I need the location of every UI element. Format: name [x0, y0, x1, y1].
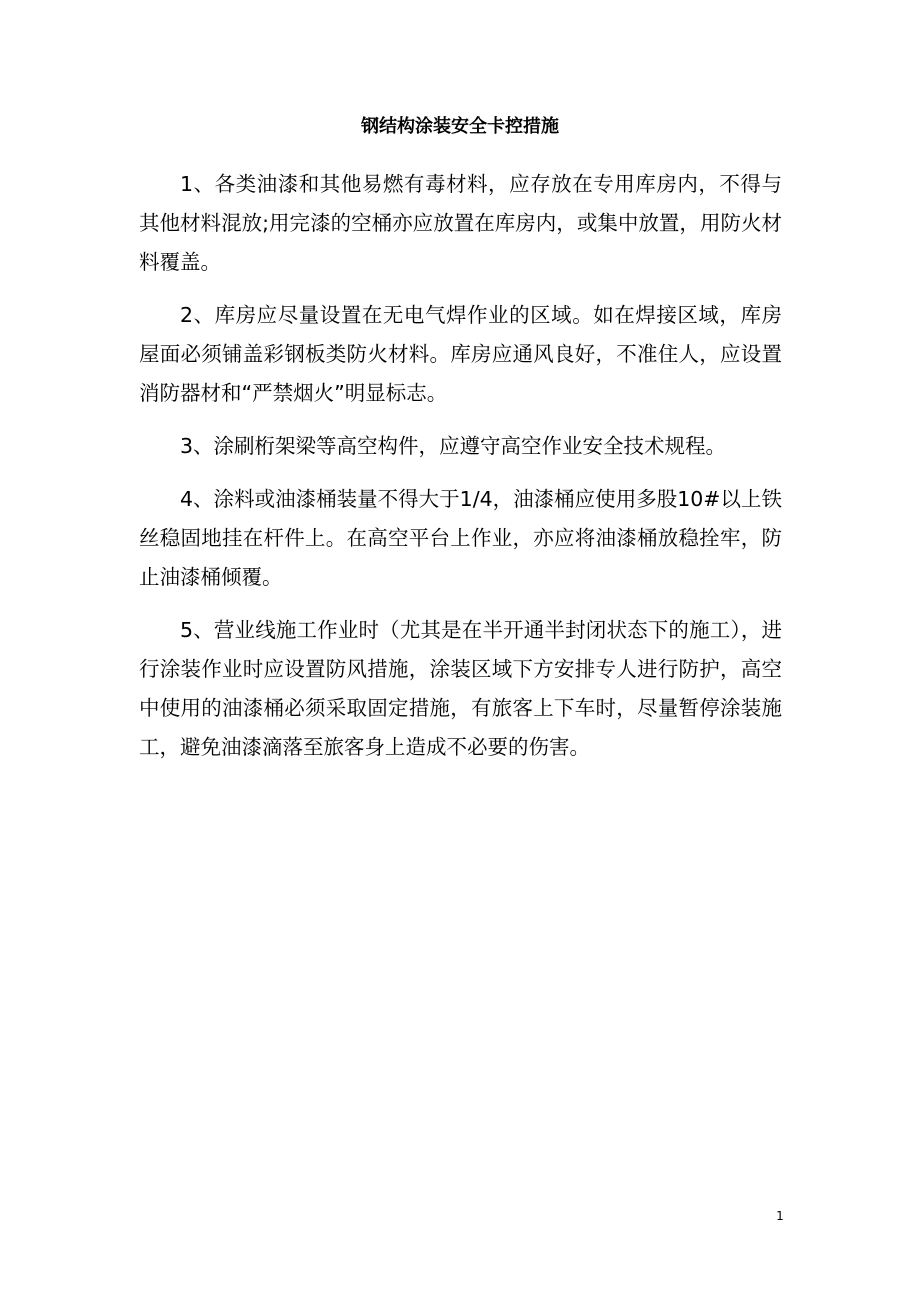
page-number: 1 — [776, 1209, 784, 1223]
paragraph-1: 1、各类油漆和其他易燃有毒材料，应存放在专用库房内，不得与其他材料混放;用完漆的空桶亦应放置在库房内，或集中放置，用防火材料覆盖。 — [139, 172, 782, 274]
paragraph-4: 4、涂料或油漆桶装量不得大于1/4，油漆桶应使用多股10#以上铁丝稳固地挂在杆件上。在高空平台上作业，亦应将油漆桶放稳拴牢，防止油漆桶倾覆。 — [139, 487, 782, 589]
paragraph-2: 2、库房应尽量设置在无电气焊作业的区域。如在焊接区域，库房屋面必须铺盖彩钢板类防火材料。库房应通风良好，不准住人，应设置消防器材和“严禁烟火”明显标志。 — [139, 303, 782, 405]
document-title: 钢结构涂装安全卡控措施 — [361, 116, 559, 137]
paragraph-5: 5、营业线施工作业时（尤其是在半开通半封闭状态下的施工），进行涂装作业时应设置防风措施，涂装区域下方安排专人进行防护，高空中使用的油漆桶必须采取固定措施，有旅客上下车时，尽量暂停涂装施工，避免油漆滴落至旅客身上造成不必要的伤害。 — [139, 618, 782, 759]
paragraph-3: 3、涂刷桁架梁等高空构件，应遵守高空作业安全技术规程。 — [180, 434, 727, 458]
document-body — [139, 165, 782, 781]
